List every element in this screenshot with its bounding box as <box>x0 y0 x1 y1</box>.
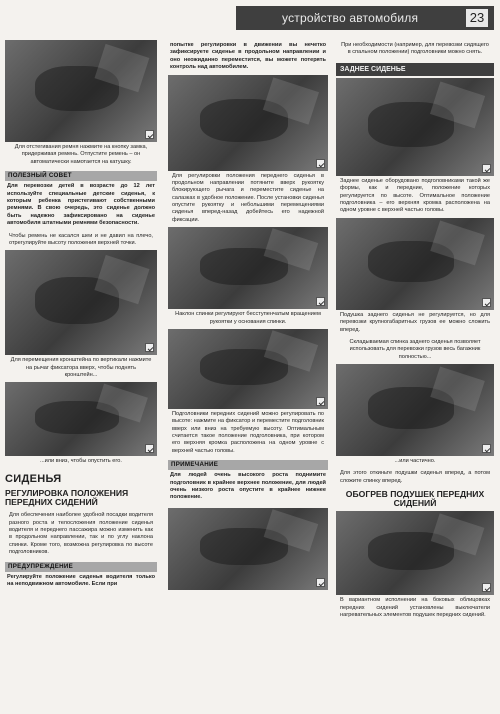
section-title-seats: СИДЕНЬЯ <box>5 472 62 485</box>
photo-rear-cushion <box>336 218 494 310</box>
check-icon <box>316 578 325 587</box>
caption-fold-how: Для этого откиньте подушки сиденья вперед, а потом сложите спинку вперед. <box>340 470 490 484</box>
heating-title: ОБОГРЕВ ПОДУШЕК ПЕРЕДНИХ СИДЕНИЙ <box>345 489 485 509</box>
photo-heating-switch <box>336 511 494 595</box>
photo-seatbelt-buckle <box>5 40 157 142</box>
caption-fold-partial: ...или частично. <box>394 458 436 465</box>
check-icon <box>482 164 491 173</box>
caption-longitudinal: Для регулировки положения переднего сиденья в продольном направлении потяните вверх рукоятку блокирующего рычага и переместите сиденье на салазках в удобное положение. После установки сиденья опустите рукоятку и небольшими перемещениями сиденья вперед-назад добейтесь его надежной фиксации. <box>172 172 324 223</box>
check-icon <box>145 444 154 453</box>
warning-label: ПРЕДУПРЕЖДЕНИЕ <box>5 562 157 572</box>
heating-text: В вариантном исполнении на боковых облицовках передних сидений установлены выключатели нагревательных элементов подушек передних сидений. <box>340 597 490 619</box>
note-label: ПРИМЕЧАНИЕ <box>168 460 328 470</box>
check-icon <box>482 298 491 307</box>
photo-belt-anchor <box>5 250 157 355</box>
rear-seat-heading: ЗАДНЕЕ СИДЕНЬЕ <box>336 63 494 76</box>
column-middle <box>168 40 328 590</box>
check-icon <box>482 444 491 453</box>
column-right <box>336 40 494 622</box>
check-icon <box>316 297 325 306</box>
caption-unbuckle: Для отстегивания ремня нажмите на кнопку замка, придерживая ремень. Отпустите ремень – он автоматически намотается на катушку. <box>14 144 148 165</box>
advice-label: ПОЛЕЗНЫЙ СОВЕТ <box>5 171 157 181</box>
check-icon <box>482 583 491 592</box>
photo-bracket-down <box>5 382 157 456</box>
seats-text: Для обеспечения наиболее удобной посадки водителя разного роста и телосложения положение сиденья водителя и переднего пассажира можно изменить как в продольном направлении, так и по углу наклона спинки. Кроме того, возможна регулировка по высоте подголовников. <box>9 512 153 556</box>
caption-headrest-remove: При необходимости (например, для перевозки сидящего в спальном положении) подголовники можно снять. <box>341 42 489 56</box>
header-title: устройство автомобиля <box>282 11 419 25</box>
caption-belt-height: Чтобы ремень не касался шеи и не давил на плечо, отрегулируйте высоту положения верхней точки. <box>9 232 153 246</box>
check-icon <box>316 397 325 406</box>
caption-rear-seat: Заднее сиденье оборудовано подголовниками такой же формы, как и передние, положение которых регулируется по высоте. Оптимальное положение подголовника – его верхняя кромка расположена на одном уровне с верхней частью головы. <box>340 177 490 214</box>
warning-continued-text: попытке регулировки в движении вы нечетко зафиксируете сиденье в продольном направлении и оно неожиданно переместится, вы можете потерять контроль над автомобилем. <box>170 42 326 71</box>
subsection-title-front-seats: РЕГУЛИРОВКА ПОЛОЖЕНИЯ ПЕРЕДНИХ СИДЕНИЙ <box>5 488 129 508</box>
photo-rear-seat <box>336 78 494 176</box>
caption-bracket-down: ...или вниз, чтобы опустить его. <box>40 458 122 465</box>
caption-backrest: Наклон спинки регулируют бесступенчатым вращением рукоятки у основания спинки. <box>175 311 321 325</box>
photo-seat-lever <box>168 75 328 171</box>
photo-headrest-removal <box>168 508 328 590</box>
caption-rear-cushion: Подушка заднего сиденья не регулируется, но для перевозки крупногабаритных грузов ее можно сложить вперед. <box>340 311 490 333</box>
advice-text: Для перевозки детей в возрасте до 12 лет используйте специальные детские сиденья, к которым ребенка пристегивают собственными ремнями. В свою очередь, это сиденье должно быть надежно зафиксировано на сиденье автомобиля штатными ремнями безопасности. <box>7 183 155 227</box>
caption-bracket-up: Для перемещения кронштейна по вертикали нажмите на рычаг фиксатора вверх, чтобы поднять кронштейн... <box>10 357 152 379</box>
caption-headrest: Подголовники передних сидений можно регулировать по высоте: нажмите на фиксатор и переместите подголовник вверх или вниз на требуемую высоту. Оптимальным считается такое положение подголовника, при котором его верхняя кромка расположена на одном уровне с верхней частью головы. <box>172 410 324 454</box>
note-text: Для людей очень высокого роста поднимите подголовник в крайнее верхнее положение, для людей очень низкого роста опустите в крайнее нижнее положение. <box>170 472 326 501</box>
check-icon <box>145 343 154 352</box>
check-icon <box>145 130 154 139</box>
photo-fold-partial <box>336 364 494 456</box>
caption-fold-full: Складываемая спинка заднего сиденья позволяет использовать для перевозки грузов весь багажник полностью... <box>349 338 481 360</box>
page-header <box>236 6 494 30</box>
column-left <box>5 40 157 592</box>
page-number: 23 <box>466 9 488 27</box>
photo-headrest <box>168 329 328 409</box>
warning-text: Регулируйте положение сиденья водителя только на неподвижном автомобиле. Если при <box>7 573 155 588</box>
check-icon <box>316 159 325 168</box>
photo-backrest-knob <box>168 227 328 309</box>
